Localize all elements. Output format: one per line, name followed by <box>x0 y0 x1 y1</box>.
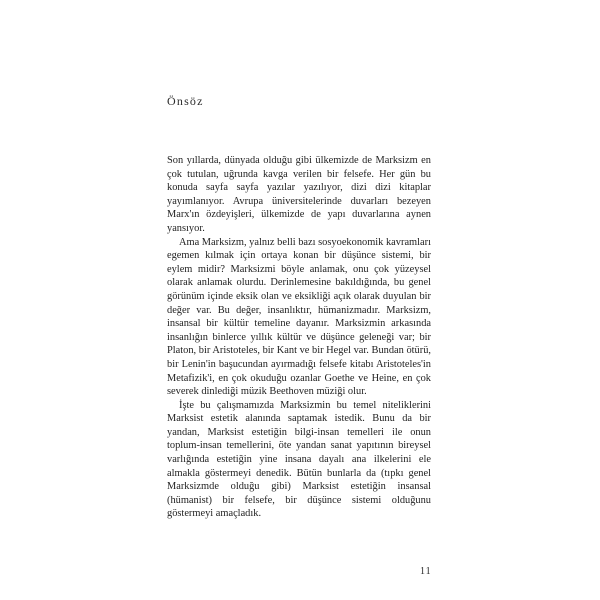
body-text <box>167 154 431 521</box>
page-number: 11 <box>420 566 432 577</box>
paragraph-2: Ama Marksizm, yalnız belli bazı sosyoekonomik kavramları egemen kılmak için ortaya konan bir düşünce sistemi, bir eylem midir? Marksizmi böyle anlamak, onu çok yüzeysel olarak anlamak olurdu. Derinlemesine bakıldığında, bu genel görünüm içinde eksik olan ve eksikliği açık olarak duyulan bir değer var. Bu değer, insanlıktır, hümanizmadır. Marksizm, insansal bir kültür temeline dayanır. Marksizmin arkasında insanlığın binlerce yıllık kültür ve düşünce geleneği var; bir Platon, bir Aristoteles, bir Kant ve bir Hegel var. Bundan ötürü, bir Lenin'in başucundan ayırmadığı felsefe kitabı Aristoteles'in Metafizik'i, en çok okuduğu ozanlar Goethe ve Heine, en çok severek dinlediği müzik Beethoven müziği olur. <box>167 236 431 398</box>
paragraph-3: İşte bu çalışmamızda Marksizmin bu temel niteliklerini Marksist estetik alanında saptamak istedik. Bunu da bir yandan, Marksist estetiğin bilgi-insan temelleri ile onun toplum-insan temellerini, öte yandan sanat yapıtının bireysel varlığında estetiğin yine insana dayalı ana ilkelerini ele almakla göstermeyi denedik. Bütün bunlarla da (tıpkı genel Marksizmde olduğu gibi) Marksist estetiğin insansal (hümanist) bir felsefe, bir düşünce sistemi olduğunu göstermeyi amaçladık. <box>167 399 431 520</box>
paragraph-1: Son yıllarda, dünyada olduğu gibi ülkemizde de Marksizm en çok tutulan, uğrunda kavga verilen bir felsefe. Her gün bu konuda sayfa sayfa yazılar yazılıyor, dizi dizi kitaplar yayımlanıyor. Avrupa üniversitelerinde duvarları bezeyen Marx'ın özdeyişleri, ülkemizde de yapı duvarlarına aynen yansıyor. <box>167 155 431 234</box>
page-heading: Önsöz <box>167 94 204 108</box>
